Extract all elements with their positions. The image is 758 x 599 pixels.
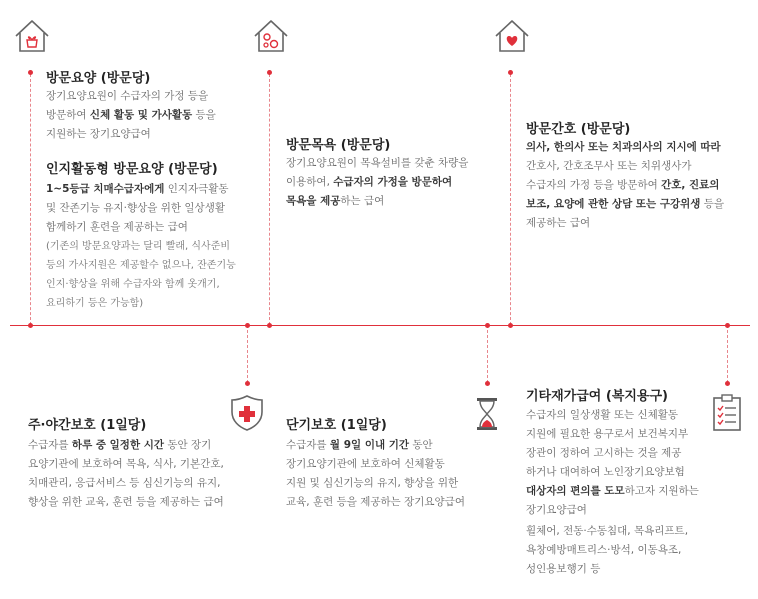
text-line: 인지·향상을 위해 수급자와 함께 옷개기, (46, 279, 220, 290)
text-line: (기존의 방문요양과는 달리 빨래, 식사준비 (46, 241, 231, 252)
desc-text: 지원 및 심신기능의 유지, 향상을 위한 (286, 477, 459, 489)
desc-line (46, 180, 229, 199)
desc-line (526, 463, 699, 482)
desc-line (526, 214, 724, 233)
desc-line (526, 176, 724, 195)
desc-line (46, 106, 216, 125)
connector-top-2 (269, 74, 270, 325)
service-title-welfare-equipment: 기타재가급여 (복지용구) (526, 389, 668, 404)
desc-text: 제공하는 급여 (526, 217, 591, 229)
desc-text: 간호사, 간호조무사 또는 치위생사가 (526, 160, 692, 172)
desc-emphasis: 목욕을 제공 (286, 195, 341, 207)
desc-emphasis: 간호, 진료의 (661, 179, 720, 191)
service-desc-welfare-equipment (526, 406, 699, 520)
desc-text: 동안 (409, 439, 433, 451)
desc-emphasis: 1~5등급 치매수급자에게 (46, 183, 165, 195)
desc-emphasis: 보조, 요양에 관한 상담 또는 구강위생 (526, 198, 701, 210)
service-title-visit-care: 방문요양 (방문당) (46, 71, 151, 86)
desc-line (46, 218, 229, 237)
desc-text: 등을 (192, 109, 216, 121)
desc-text: 하는 급여 (340, 195, 385, 207)
text-line: 욕창예방매트리스·방석, 이동욕조, (526, 544, 682, 556)
desc-emphasis: 의사, 한의사 또는 치과의사의 지시에 따라 (526, 141, 721, 153)
desc-line (286, 455, 465, 474)
desc-line (526, 406, 699, 425)
connector-bottom-2 (487, 325, 488, 383)
dot-axis-5 (508, 323, 513, 328)
desc-text: 수급자의 가정 등을 방문하여 (526, 179, 662, 191)
dot-bottom-1 (245, 381, 250, 386)
desc-line (46, 125, 216, 144)
service-desc-visit-bath (286, 154, 468, 211)
desc-text: 인지자극활동 (164, 183, 229, 195)
desc-emphasis: 신체 활동 및 가사활동 (89, 109, 193, 121)
desc-text: 지원하는 장기요양급여 (46, 128, 151, 140)
desc-line (28, 474, 224, 493)
desc-line (526, 195, 724, 214)
service-title-cognitive-care: 인지활동형 방문요양 (방문당) (46, 162, 218, 177)
hourglass-icon (474, 396, 500, 432)
service-desc-visit-care (46, 87, 216, 144)
service-desc-cognitive-care (46, 180, 229, 237)
desc-line (286, 474, 465, 493)
desc-text: 동안 장기 (164, 439, 212, 451)
dot-bottom-3 (725, 381, 730, 386)
desc-emphasis: 월 9일 이내 기간 (329, 439, 410, 451)
desc-line (526, 501, 699, 520)
dot-top-3 (508, 70, 513, 75)
desc-line (526, 482, 699, 501)
connector-bottom-1 (247, 325, 248, 383)
dot-axis-4 (485, 323, 490, 328)
desc-line (526, 444, 699, 463)
house-bath-icon (252, 17, 290, 55)
desc-text: 향상을 위한 교육, 훈련 등을 제공하는 급여 (28, 496, 224, 508)
desc-line (28, 455, 224, 474)
dot-bottom-2 (485, 381, 490, 386)
desc-emphasis: 수급자의 가정을 방문하여 (333, 176, 453, 188)
desc-line (526, 157, 724, 176)
connector-top-3 (510, 74, 511, 325)
dot-top-2 (267, 70, 272, 75)
desc-line (286, 493, 465, 512)
desc-line (28, 493, 224, 512)
connector-bottom-3 (727, 325, 728, 383)
desc-line (286, 436, 465, 455)
desc-text: 및 잔존기능 유지·향상을 위한 일상생활 (46, 202, 225, 214)
house-heart-icon (493, 17, 531, 55)
connector-top-1 (30, 74, 31, 325)
service-title-day-night-care: 주·야간보호 (1일당) (28, 418, 147, 433)
text-line: 휠체어, 전동·수동침대, 목욕리프트, (526, 525, 689, 537)
service-title-visit-bath: 방문목욕 (방문당) (286, 138, 391, 153)
desc-text: 수급자를 (286, 439, 330, 451)
text-line: 요리하기 등은 가능함) (46, 298, 144, 309)
service-desc-visit-nursing (526, 138, 724, 233)
service-title-short-term-care: 단기보호 (1일당) (286, 418, 387, 433)
desc-text: 지원에 필요한 용구로서 보건복지부 (526, 428, 689, 440)
shield-cross-icon (228, 393, 266, 433)
desc-line (46, 199, 229, 218)
desc-text: 하거나 대여하여 노인장기요양보험 (526, 466, 685, 478)
dot-top-1 (28, 70, 33, 75)
desc-text: 수급자를 (28, 439, 72, 451)
desc-line (286, 192, 468, 211)
desc-emphasis: 대상자의 편의를 도모 (526, 485, 625, 497)
text-line: 등의 가사지원은 제공할수 없으나, 잔존기능 (46, 260, 236, 271)
desc-line (28, 436, 224, 455)
service-desc-short-term-care (286, 436, 465, 512)
desc-text: 장관이 정하여 고시하는 것을 제공 (526, 447, 682, 459)
service-note-cognitive-care (46, 237, 236, 313)
desc-text: 함께하기 훈련을 제공하는 급여 (46, 221, 188, 233)
house-gift-icon (13, 17, 51, 55)
checklist-icon (710, 393, 744, 433)
desc-text: 등을 (700, 198, 725, 210)
desc-text: 이용하여, (286, 176, 334, 188)
service-examples-welfare-equipment (526, 522, 688, 579)
desc-text: 교육, 훈련 등을 제공하는 장기요양급여 (286, 496, 465, 508)
desc-text: 수급자의 일상생활 또는 신체활동 (526, 409, 679, 421)
text-line: 성인용보행기 등 (526, 563, 601, 575)
desc-text: 방문하여 (46, 109, 90, 121)
desc-text: 요양기관에 보호하여 목욕, 식사, 기본간호, (28, 458, 224, 470)
dot-axis-3 (267, 323, 272, 328)
desc-text: 장기요양급여 (526, 504, 587, 516)
desc-text: 치매관리, 응급서비스 등 심신기능의 유지, (28, 477, 221, 489)
desc-line (46, 87, 216, 106)
desc-line (526, 425, 699, 444)
dot-axis-1 (28, 323, 33, 328)
service-desc-day-night-care (28, 436, 224, 512)
dot-axis-6 (725, 323, 730, 328)
desc-emphasis: 하루 중 일정한 시간 (71, 439, 165, 451)
desc-line (286, 173, 468, 192)
desc-text: 장기요양요원이 수급자의 가정 등을 (46, 90, 209, 102)
desc-text: 장기요양요원이 목욕설비를 갖춘 차량을 (286, 157, 469, 169)
dot-axis-2 (245, 323, 250, 328)
service-title-visit-nursing: 방문간호 (방문당) (526, 122, 631, 137)
desc-line (526, 138, 724, 157)
desc-text: 하고자 지원하는 (624, 485, 699, 497)
timeline-axis (10, 325, 750, 326)
desc-text: 장기요양기관에 보호하여 신체활동 (286, 458, 445, 470)
desc-line (286, 154, 468, 173)
